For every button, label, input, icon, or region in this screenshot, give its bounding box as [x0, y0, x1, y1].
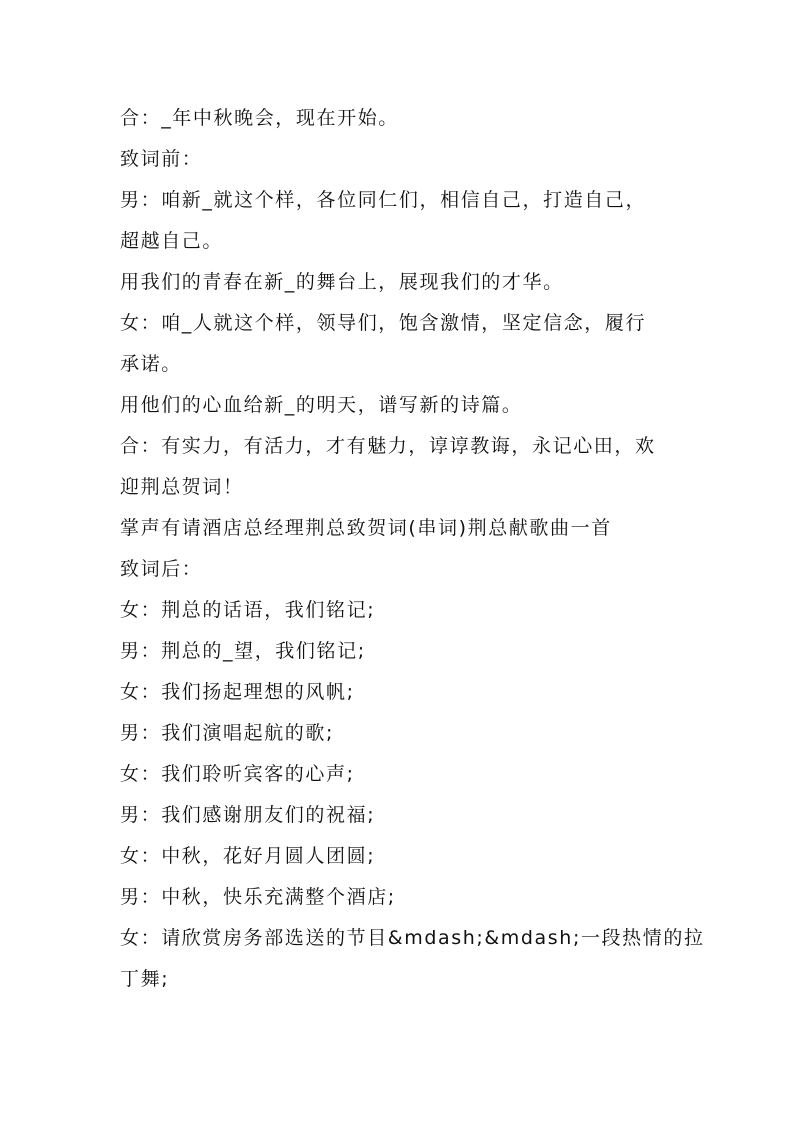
text-line: 女：荆总的话语，我们铭记; — [120, 599, 376, 621]
text-line: 掌声有请酒店总经理荆总致贺词(串词)荆总献歌曲一首 — [120, 517, 612, 539]
text-line: 男：中秋，快乐充满整个酒店; — [120, 886, 396, 908]
text-line: 用他们的心血给新_的明天，谱写新的诗篇。 — [120, 394, 523, 416]
text-line: 合：有实力，有活力，才有魅力，谆谆教诲，永记心田，欢 — [120, 435, 656, 457]
document-body — [120, 98, 705, 1000]
text-line: 合：_年中秋晚会，现在开始。 — [120, 107, 399, 129]
text-line: 女：中秋，花好月圆人团圆; — [120, 845, 376, 867]
text-line: 用我们的青春在新_的舞台上，展现我们的才华。 — [120, 271, 564, 293]
text-line: 致词前： — [120, 148, 203, 170]
text-line: 女：请欣赏房务部选送的节目&mdash;&mdash;一段热情的拉 — [120, 927, 705, 949]
text-line: 男：荆总的_望，我们铭记; — [120, 640, 366, 662]
text-line: 男：我们演唱起航的歌; — [120, 722, 335, 744]
text-line: 女：我们扬起理想的风帆; — [120, 681, 355, 703]
text-line: 女：我们聆听宾客的心声; — [120, 763, 355, 785]
text-line: 女：咱_人就这个样，领导们，饱含激情，坚定信念，履行 — [120, 312, 647, 334]
text-line: 承诺。 — [120, 353, 182, 375]
text-line: 致词后： — [120, 558, 203, 580]
text-line: 超越自己。 — [120, 230, 224, 252]
text-line: 男：我们感谢朋友们的祝福; — [120, 804, 376, 826]
text-line: 男：咱新_就这个样，各位同仁们，相信自己，打造自己， — [120, 189, 647, 211]
text-line: 丁舞; — [120, 968, 170, 990]
text-line: 迎荆总贺词！ — [120, 476, 244, 498]
